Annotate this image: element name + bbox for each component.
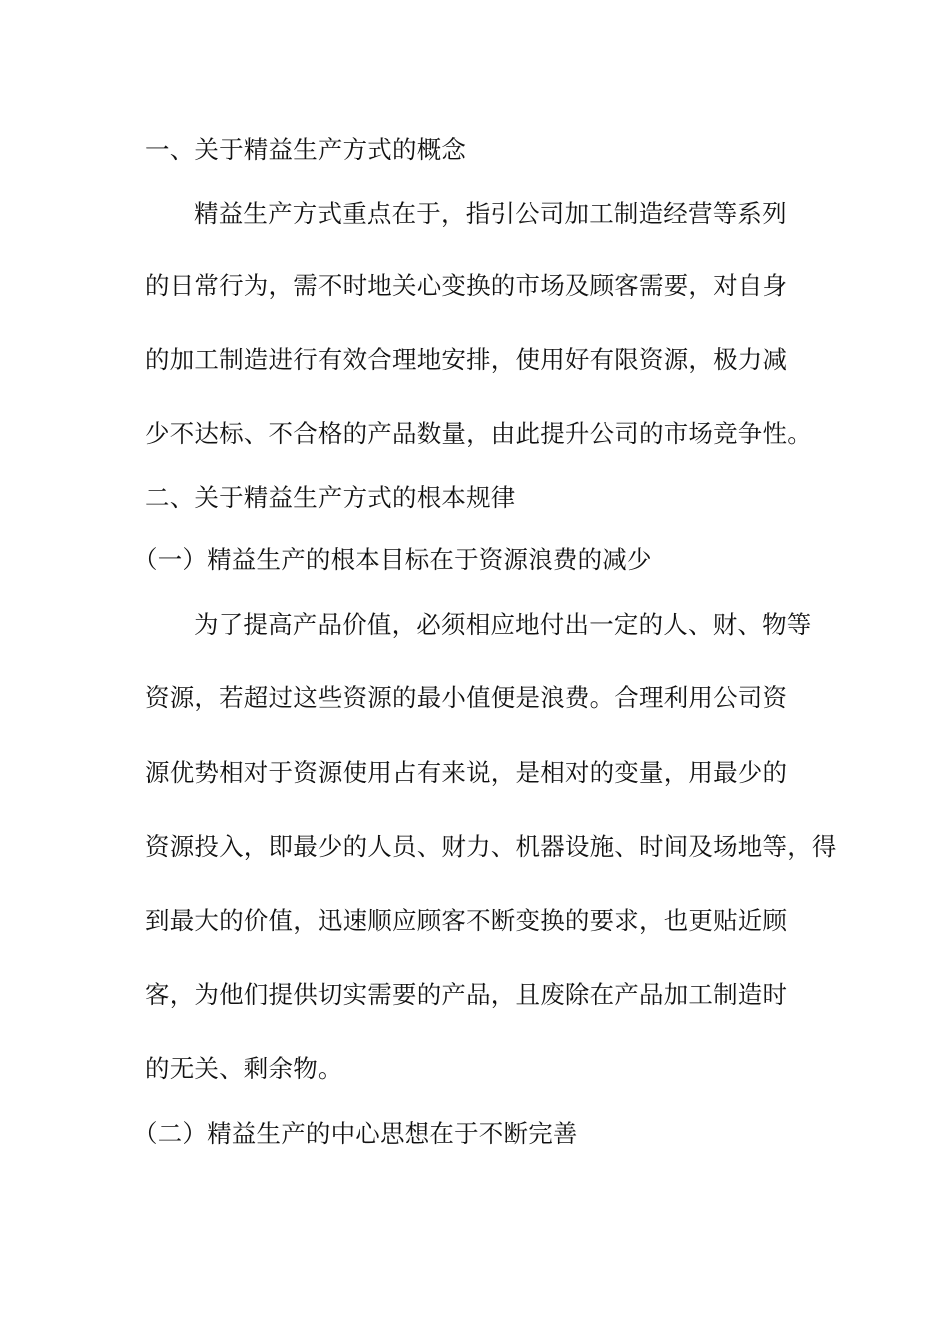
paragraph-2-line-4: 资源投入，即最少的人员、财力、机器设施、时间及场地等，得 — [145, 832, 837, 861]
paragraph-2-line-2: 资源，若超过这些资源的最小值便是浪费。合理利用公司资 — [145, 683, 788, 712]
paragraph-1-line-2: 的日常行为，需不时地关心变换的市场及顾客需要，对自身 — [145, 271, 788, 300]
subsection-heading-1: （一）精益生产的根本目标在于资源浪费的减少 — [133, 545, 652, 574]
paragraph-1-line-4: 少不达标、不合格的产品数量，由此提升公司的市场竞争性。 — [145, 419, 812, 448]
paragraph-2-line-7: 的无关、剩余物。 — [145, 1054, 343, 1083]
paragraph-1-line-1: 精益生产方式重点在于，指引公司加工制造经营等系列 — [194, 199, 787, 228]
section-heading-1: 一、关于精益生产方式的概念 — [145, 135, 467, 164]
section-heading-2: 二、关于精益生产方式的根本规律 — [145, 483, 516, 512]
paragraph-2-line-3: 源优势相对于资源使用占有来说，是相对的变量，用最少的 — [145, 758, 788, 787]
subsection-heading-2: （二）精益生产的中心思想在于不断完善 — [133, 1119, 578, 1148]
paragraph-2-line-1: 为了提高产品价值，必须相应地付出一定的人、财、物等 — [194, 610, 812, 639]
paragraph-2-line-6: 客，为他们提供切实需要的产品，且废除在产品加工制造时 — [145, 980, 788, 1009]
paragraph-2-line-5: 到最大的价值，迅速顺应顾客不断变换的要求，也更贴近顾 — [145, 906, 788, 935]
paragraph-1-line-3: 的加工制造进行有效合理地安排，使用好有限资源，极力减 — [145, 345, 788, 374]
